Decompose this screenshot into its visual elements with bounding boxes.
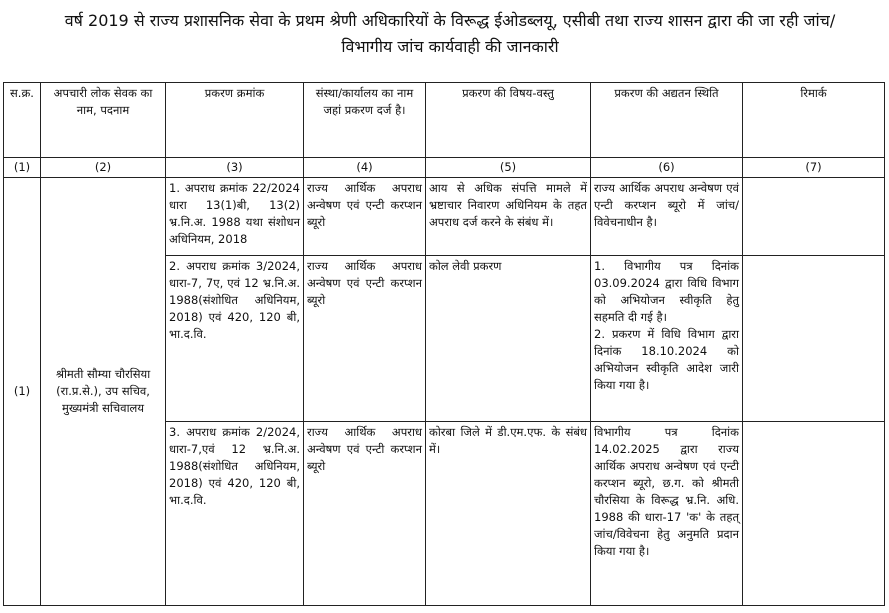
office-cell: राज्य आर्थिक अपराध अन्वेषण एवं एन्टी करप्शन ब्यूरो bbox=[304, 178, 426, 256]
status-text: 1. विभागीय पत्र दिनांक 03.09.2024 द्वारा विधि विभाग को अभियोजन स्वीकृति हेतु सहमति दी गई है। bbox=[594, 259, 739, 324]
header-case-no: प्रकरण क्रमांक bbox=[166, 83, 304, 158]
header-remark: रिमार्क bbox=[743, 83, 885, 158]
status-text: राज्य आर्थिक अपराध अन्वेषण एवं एन्टी करप्शन ब्यूरो में जांच/विवेचनाधीन है। bbox=[594, 181, 739, 229]
header-row bbox=[4, 83, 885, 158]
case-no-cell: 3. अपराध क्रमांक 2/2024, धारा-7,एवं 12 भ्र.नि.अ. 1988(संशोधित अधिनियम, 2018) एवं 420, 120 बी, भा.द.वि. bbox=[166, 422, 304, 606]
officer-cell: श्रीमती सौम्या चौरसिया (रा.प्र.से.), उप सचिव, मुख्यमंत्री सचिवालय bbox=[41, 178, 166, 606]
column-number: (3) bbox=[166, 158, 304, 178]
column-number: (6) bbox=[591, 158, 743, 178]
remark-cell bbox=[743, 256, 885, 422]
remark-cell bbox=[743, 422, 885, 606]
office-cell: राज्य आर्थिक अपराध अन्वेषण एवं एन्टी करप्शन ब्यूरो bbox=[304, 422, 426, 606]
office-cell: राज्य आर्थिक अपराध अन्वेषण एवं एन्टी करप्शन ब्यूरो bbox=[304, 256, 426, 422]
subject-cell: कोरबा जिले में डी.एम.एफ. के संबंध में। bbox=[426, 422, 591, 606]
status-cell bbox=[591, 256, 743, 422]
column-number: (2) bbox=[41, 158, 166, 178]
column-number: (5) bbox=[426, 158, 591, 178]
case-no-cell: 2. अपराध क्रमांक 3/2024, धारा-7, 7ए, एवं 12 भ्र.नि.अ. 1988(संशोधित अधिनियम, 2018) एवं 420, 120 बी, भा.द.वि. bbox=[166, 256, 304, 422]
status-text: विभागीय पत्र दिनांक 14.02.2025 द्वारा राज्य आर्थिक अपराध अन्वेषण एवं एन्टी करप्शन ब्यूरो, छ.ग. को श्रीमती चौरसिया के विरूद्ध भ्र.नि. अधि. 1988 की धारा-17 'क' के तहत् जांच/विवेचना हेतु अनुमति प्रदान किया गया है। bbox=[594, 425, 739, 558]
column-number-row bbox=[4, 158, 885, 178]
header-subject: प्रकरण की विषय-वस्तु bbox=[426, 83, 591, 158]
document-title: वर्ष 2019 से राज्य प्रशासनिक सेवा के प्रथम श्रेणी अधिकारियों के विरूद्ध ईओडब्लयू, एसीबी तथा राज्य शासन द्वारा की जा रही जांच/विभागीय जांच कार्यवाही की जानकारी bbox=[64, 11, 836, 56]
status-cell bbox=[591, 422, 743, 606]
subject-cell: कोल लेवी प्रकरण bbox=[426, 256, 591, 422]
status-cell bbox=[591, 178, 743, 256]
case-no-cell: 1. अपराध क्रमांक 22/2024 धारा 13(1)बी, 13(2) भ्र.नि.अ. 1988 यथा संशोधन अधिनियम, 2018 bbox=[166, 178, 304, 256]
subject-cell: आय से अधिक संपत्ति मामले में भ्रष्टाचार निवारण अधिनियम के तहत अपराध दर्ज करने के संबंध में। bbox=[426, 178, 591, 256]
table-row bbox=[4, 178, 885, 256]
remark-cell bbox=[743, 178, 885, 256]
status-text: 2. प्रकरण में विधि विभाग द्वारा दिनांक 18.10.2024 को अभियोजन स्वीकृति आदेश जारी किया गया है। bbox=[594, 327, 739, 392]
header-serial: स.क्र. bbox=[4, 83, 41, 158]
column-number: (7) bbox=[743, 158, 885, 178]
column-number: (1) bbox=[4, 158, 41, 178]
serial-cell: (1) bbox=[4, 178, 41, 606]
column-number: (4) bbox=[304, 158, 426, 178]
header-status: प्रकरण की अद्यतन स्थिति bbox=[591, 83, 743, 158]
header-officer: अपचारी लोक सेवक का नाम, पदनाम bbox=[41, 83, 166, 158]
header-office: संस्था/कार्यालय का नाम जहां प्रकरण दर्ज है। bbox=[304, 83, 426, 158]
inquiry-table bbox=[3, 82, 885, 606]
